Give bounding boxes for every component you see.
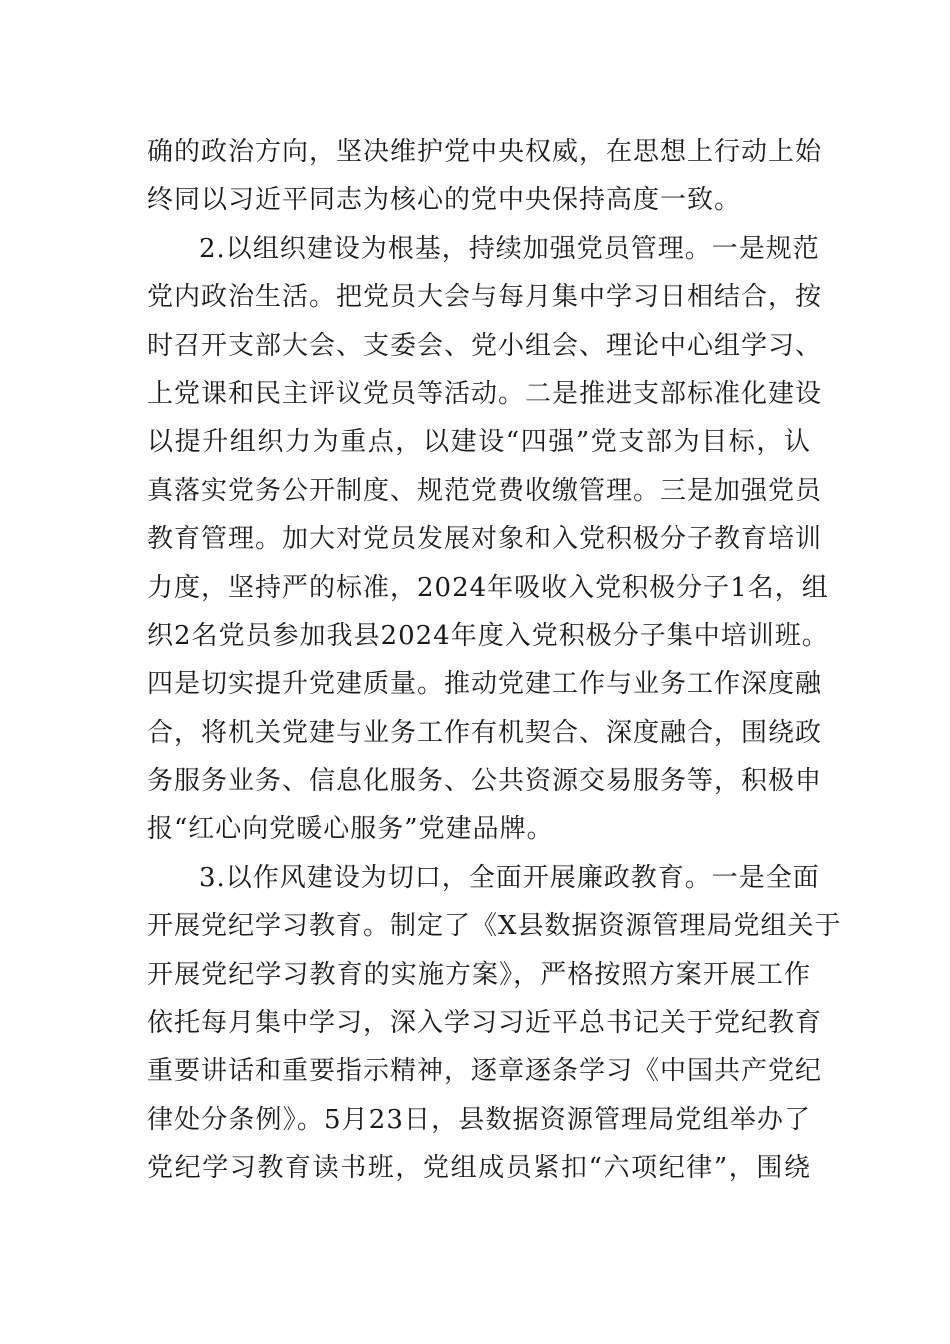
paragraph-heading-line: 2.以组织建设为根基，持续加强党员管理。一是规范 — [199, 233, 820, 264]
text-line: 合，将机关党建与业务工作有机契合、深度融合，围绕政 — [147, 717, 823, 748]
text-line: 终同以习近平同志为核心的党中央保持高度一致。 — [147, 185, 742, 216]
text-line: 真落实党务公开制度、规范党费收缴管理。三是加强党员 — [147, 475, 823, 506]
text-line: 依托每月集中学习，深入学习习近平总书记关于党纪教育 — [147, 1008, 823, 1039]
text-line: 织2名党员参加我县2024年度入党积极分子集中培训班。 — [147, 620, 829, 651]
text-line: 上党课和民主评议党员等活动。二是推进支部标准化建设 — [147, 378, 823, 409]
text-line: 党内政治生活。把党员大会与每月集中学习日相结合，按 — [147, 282, 823, 313]
text-line: 开展党纪学习教育。制定了《X县数据资源管理局党组关于 — [147, 911, 842, 942]
paragraph-heading-line: 3.以作风建设为切口，全面开展廉政教育。一是全面 — [199, 862, 820, 893]
text-line: 律处分条例》。5月23日，县数据资源管理局党组举办了 — [147, 1104, 811, 1135]
text-line: 四是切实提升党建质量。推动党建工作与业务工作深度融 — [147, 669, 823, 700]
text-line: 开展党纪学习教育的实施方案》，严格按照方案开展工作 — [147, 959, 811, 990]
text-line: 教育管理。加大对党员发展对象和入党积极分子教育培训 — [147, 524, 823, 555]
document-body — [147, 128, 842, 1193]
text-line: 以提升组织力为重点，以建设“四强”党支部为目标，认 — [147, 427, 811, 458]
text-line: 时召开支部大会、支委会、党小组会、理论中心组学习、 — [147, 330, 823, 361]
text-line: 确的政治方向，坚决维护党中央权威，在思想上行动上始 — [147, 137, 823, 167]
text-line: 报“红心向党暖心服务”党建品牌。 — [147, 814, 554, 845]
text-line: 力度，坚持严的标准，2024年吸收入党积极分子1名，组 — [147, 572, 829, 603]
text-line: 务服务业务、信息化服务、公共资源交易服务等，积极申 — [147, 766, 823, 797]
text-line: 党纪学习教育读书班，党组成员紧扣“六项纪律”，围绕 — [147, 1153, 811, 1184]
text-line: 重要讲话和重要指示精神，逐章逐条学习《中国共产党纪 — [147, 1056, 823, 1087]
